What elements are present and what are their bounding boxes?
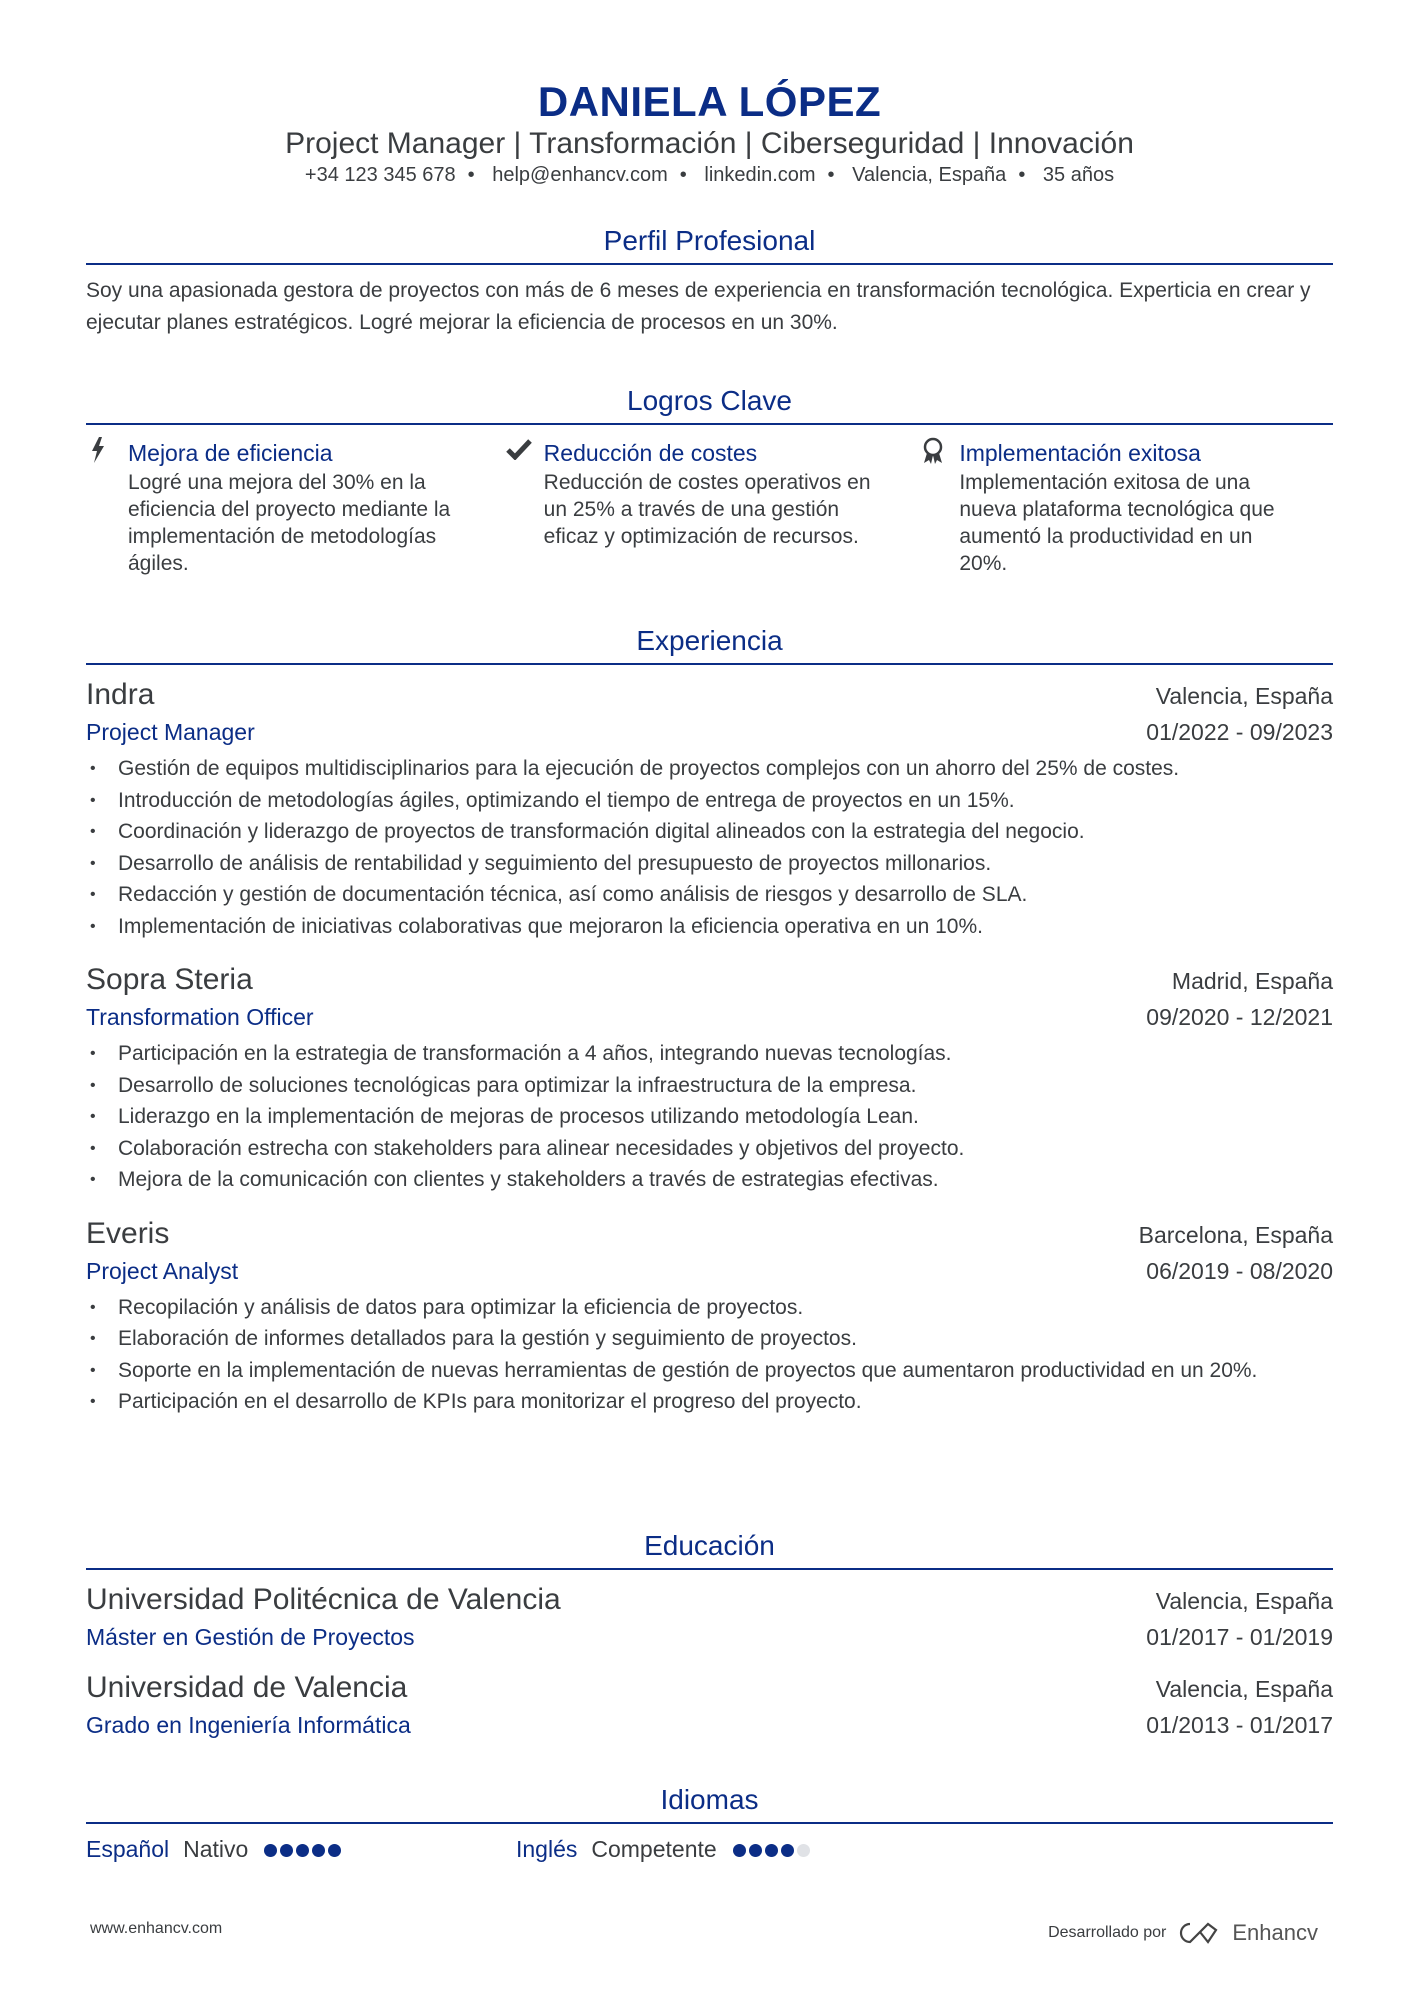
school: Universidad de Valencia [86,1671,408,1704]
rating-dot [296,1844,309,1857]
section-idiomas [86,1782,1333,1863]
section-title: Experiencia [636,625,783,656]
bullet: • Colaboración estrecha con stakeholders para alinear necesidades y objetivos del proyecto. [86,1133,1333,1165]
company: Sopra Steria [86,963,253,996]
website-link[interactable]: www.enhancv.com [90,1920,223,1937]
bullet: • Introducción de metodologías ágiles, optimizando el tiempo de entrega de proyectos en un 15%. [86,785,1333,817]
achievement-title: Mejora de eficiencia [128,440,333,466]
email[interactable]: help@enhancv.com [492,164,668,186]
bullet: • Soporte en la implementación de nuevas herramientas de gestión de proyectos que aumentaron productividad en un 20%. [86,1355,1333,1387]
divider [86,663,1333,665]
bullet: • Redacción y gestión de documentación técnica, así como análisis de riesgos y desarrollo de SLA. [86,879,1333,911]
section-logros [86,383,1333,577]
bullet: • Elaboración de informes detallados para la gestión y seguimiento de proyectos. [86,1323,1333,1355]
section-title: Logros Clave [627,385,792,416]
edu-dates: 01/2013 - 01/2017 [1146,1712,1333,1738]
job-role: Project Manager [86,719,255,745]
language-name: Inglés [516,1836,578,1862]
rating-dot [749,1844,762,1857]
achievement [86,437,502,577]
degree: Grado en Ingeniería Informática [86,1712,411,1738]
rating-dot [264,1844,277,1857]
achievement-desc: Implementación exitosa de una nueva plataforma tecnológica que aumentó la productividad en un 20%. [959,471,1275,575]
age: 35 años [1042,164,1115,186]
job-bullets [86,1292,1333,1418]
phone: +34 123 345 678 [304,164,456,186]
rating-dot [797,1844,810,1857]
section-experiencia [86,623,1333,1418]
achievement [502,437,918,577]
footer [90,1920,1318,1946]
rating-dot [733,1844,746,1857]
section-title: Perfil Profesional [603,225,816,256]
rating-dot [328,1844,341,1857]
degree: Máster en Gestión de Proyectos [86,1624,415,1650]
language [86,1836,516,1863]
rating-dot [312,1844,325,1857]
section-perfil [86,223,1333,339]
divider [86,423,1333,425]
achievement-desc: Logré una mejora del 30% en la eficiencia del proyecto mediante la implementación de metodologías ágiles. [128,471,451,575]
enhancv-logo-icon [1176,1920,1222,1946]
achievement-title: Reducción de costes [543,440,758,466]
job-bullets [86,1038,1333,1196]
divider [86,263,1333,265]
education-entry [86,1580,1333,1654]
rating-dot [765,1844,778,1857]
job-location: Madrid, España [1171,968,1333,994]
powered-label: Desarrollado por [1048,1924,1167,1941]
job-dates: 01/2022 - 09/2023 [1146,719,1333,745]
edu-location: Valencia, España [1155,1588,1333,1614]
bullet: • Desarrollo de análisis de rentabilidad y seguimiento del presupuesto de proyectos millonarios. [86,848,1333,880]
bullet: • Participación en el desarrollo de KPIs para monitorizar el progreso del proyecto. [86,1386,1333,1418]
job-entry [86,960,1333,1196]
job-bullets [86,753,1333,942]
language-level: Competente [591,1836,717,1862]
language-rating [264,1836,344,1863]
education-entry [86,1668,1333,1742]
bullet: • Implementación de iniciativas colaborativas que mejoraron la eficiencia operativa en un 10%. [86,911,1333,943]
divider [86,1568,1333,1570]
language-name: Español [86,1836,170,1862]
edu-location: Valencia, España [1155,1676,1333,1702]
job-role: Project Analyst [86,1257,239,1284]
headline: Project Manager | Transformación | Ciberseguridad | Innovación [285,127,1134,160]
achievement [917,437,1333,577]
language [516,1836,946,1863]
bullet: • Desarrollo de soluciones tecnológicas para optimizar la infraestructura de la empresa. [86,1070,1333,1102]
bullet: • Mejora de la comunicación con clientes y stakeholders a través de estrategias efectivas. [86,1164,1333,1196]
enhancv-brand: Enhancv [1232,1920,1318,1945]
bullet: • Gestión de equipos multidisciplinarios para la ejecución de proyectos complejos con un ahorro del 25% de costes. [86,753,1333,785]
bullet: • Participación en la estrategia de transformación a 4 años, integrando nuevas tecnologías. [86,1038,1333,1070]
check-icon [502,437,544,577]
bullet: • Recopilación y análisis de datos para optimizar la eficiencia de proyectos. [86,1292,1333,1324]
school: Universidad Politécnica de Valencia [86,1583,561,1616]
linkedin[interactable]: linkedin.com [704,164,816,186]
location: Valencia, España [852,164,1007,186]
contact-info: +34 123 345 678 • help@enhancv.com • linkedin.com • Valencia, España • 35 años [304,164,1115,186]
job-entry [86,675,1333,942]
job-role: Transformation Officer [86,1004,314,1030]
job-entry [86,1214,1333,1418]
award-icon [917,437,959,577]
rating-dot [781,1844,794,1857]
rating-dot [280,1844,293,1857]
job-location: Valencia, España [1155,683,1333,709]
powered-by [1048,1920,1318,1946]
edu-dates: 01/2017 - 01/2019 [1146,1624,1333,1650]
achievement-desc: Reducción de costes operativos en un 25% a través de una gestión eficaz y optimización de recursos. [543,471,871,548]
section-title: Educación [644,1530,775,1561]
company: Everis [86,1216,170,1250]
job-location: Barcelona, España [1138,1221,1333,1248]
divider [86,1822,1333,1824]
bolt-icon [86,437,128,577]
section-educacion [86,1528,1333,1742]
bullet: • Liderazgo en la implementación de mejoras de procesos utilizando metodología Lean. [86,1101,1333,1133]
company: Indra [86,678,155,711]
bullet: • Coordinación y liderazgo de proyectos de transformación digital alineados con la estrategia del negocio. [86,816,1333,848]
section-title: Idiomas [660,1784,759,1815]
achievement-title: Implementación exitosa [959,440,1201,466]
language-level: Nativo [183,1836,249,1862]
language-rating [733,1836,813,1863]
job-dates: 09/2020 - 12/2021 [1146,1004,1333,1030]
candidate-name: DANIELA LÓPEZ [537,78,882,125]
summary-text: Soy una apasionada gestora de proyectos con más de 6 meses de experiencia en transformación tecnológica. Experticia en crear y ejecutar planes estratégicos. Logré mejorar la eficiencia de procesos en un 30%. [86,279,1311,334]
job-dates: 06/2019 - 08/2020 [1146,1257,1333,1284]
